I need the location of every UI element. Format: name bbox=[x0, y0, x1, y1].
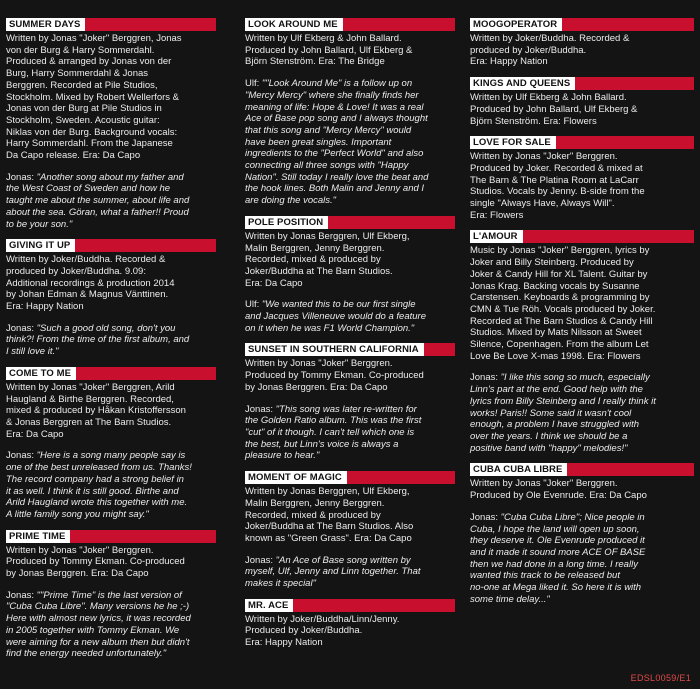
song-entry bbox=[470, 230, 694, 454]
song-title-bar bbox=[245, 18, 455, 31]
song-credits: Written by Jonas Berggren, Ulf Ekberg, Malin Berggren, Jenny Berggren. Recorded, mixed & produced by Joker/Buddha at The Barn Studios. Also known as "Green Grass". Era: Da Capo bbox=[245, 486, 414, 544]
quote-text: "This song was later re-written for the Golden Ratio album. This was the first "cut" of it though. I can't tell which one is the best, but Linn's voice is always a pleasure to hear." bbox=[245, 403, 422, 462]
song-title-tab bbox=[6, 18, 85, 31]
song-credits: Written by Joker/Buddha. Recorded & produced by Joker/Buddha. 9.09: Additional recordings & production 2014 by Johan Edman & Magnus Vänttinen. Era: Happy Nation bbox=[6, 254, 175, 313]
song-title: SUMMER DAYS bbox=[9, 19, 81, 30]
song-credits: Written by Jonas "Joker" Berggren. Produced by Ole Evenrude. Era: Da Capo bbox=[470, 478, 647, 502]
song-entry bbox=[470, 136, 694, 221]
song-title-tab bbox=[6, 367, 76, 380]
song-entry bbox=[245, 216, 455, 335]
song-title: LOVE FOR SALE bbox=[473, 137, 551, 149]
column-2 bbox=[245, 18, 455, 658]
song-quote bbox=[245, 404, 455, 463]
song-quote bbox=[470, 512, 694, 606]
quote-speaker: Jonas: bbox=[6, 450, 37, 462]
song-credits: Written by Joker/Buddha/Linn/Jenny. Produced by Joker/Buddha. Era: Happy Nation bbox=[245, 613, 400, 649]
song-title-bar bbox=[245, 599, 455, 612]
quote-text: "Cuba Cuba Libre"; Nice people in Cuba, I hope the land will open up soon, they deserve it. Ole Evenrude produced it and it made it sound more ACE OF BASE then we had done in a long time. I really wanted this track to be released but no-one at Mega liked it. So here it is with some time delay..." bbox=[470, 511, 646, 605]
song-quote bbox=[245, 555, 455, 590]
song-entry bbox=[245, 343, 455, 462]
song-entry bbox=[245, 471, 455, 590]
song-credits: Written by Jonas "Joker" Berggren, Jonas von der Burg & Harry Sommerdahl. Produced & arranged by Jonas von der Burg, Harry Sommerdahl & Jonas Berggren. Recorded at Pile Studios, Stockholm. Mixed by Robert Wellerfors & Jonas von der Burg at Pile Studios in Stockholm, Sweden. Acoustic guitar: Niklas von der Burg. Background vocals: Harry Sommerdahl. From the Japanese Da Capo release. Era: Da Capo bbox=[6, 33, 182, 162]
quote-text: ""Look Around Me" is a follow up on "Mercy Mercy" where she finally finds her meaning of life: Hope & Love! It was a real Ace of Base pop song and I always thought that this song and "Mercy Mercy" would have been great singles. Important ingredients to the "Perfect World" and also connecting all three songs with "Happy Nation". Still today I really love the beat and the hook lines. Both Malin and Jenny and I are doing the vocals." bbox=[245, 78, 429, 207]
song-credits: Written by Jonas "Joker" Berggren, Arild Haugland & Birthe Berggren. Recorded, mixed & produced by Håkan Kristoffersson & Jonas Berggren at The Barn Studios. Era: Da Capo bbox=[6, 381, 186, 440]
quote-text: "We wanted this to be our first single and Jacques Villeneuve would do a feature on it when he was F1 World Champion." bbox=[245, 299, 426, 334]
song-title: CUBA CUBA LIBRE bbox=[473, 464, 563, 476]
song-title-tab bbox=[245, 471, 347, 484]
quote-speaker: Jonas: bbox=[245, 554, 276, 566]
song-title-bar bbox=[6, 18, 216, 31]
quote-speaker: Jonas: bbox=[470, 511, 501, 523]
song-title-bar bbox=[470, 136, 694, 149]
column-1 bbox=[6, 18, 216, 669]
song-title: COME TO ME bbox=[9, 367, 72, 379]
song-quote bbox=[245, 78, 455, 207]
song-title: MR. ACE bbox=[248, 599, 289, 611]
song-quote bbox=[470, 372, 694, 454]
quote-speaker: Jonas: bbox=[6, 171, 37, 183]
quote-speaker: Ulf: bbox=[245, 78, 262, 90]
song-title: MOOGOPERATOR bbox=[473, 19, 558, 30]
quote-text: "I like this song so much, especially Linn's part at the end. Good help with the lyrics from Billy Steinberg and I really think it works! Paris!! Some said it wasn't cool enough, a problem I have struggled with over the years. I think we should be a positive band with "happy" melodies!" bbox=[470, 372, 656, 454]
quote-speaker: Jonas: bbox=[6, 589, 37, 601]
song-title: SUNSET IN SOUTHERN CALIFORNIA bbox=[248, 344, 419, 356]
song-title: LOOK AROUND ME bbox=[248, 19, 338, 30]
song-title-bar bbox=[245, 216, 455, 229]
song-title-tab bbox=[245, 18, 343, 31]
song-title-tab bbox=[245, 599, 293, 612]
song-entry bbox=[6, 239, 216, 358]
song-entry bbox=[6, 18, 216, 230]
song-title-tab bbox=[470, 463, 567, 476]
quote-text: "An Ace of Base song written by myself, Ulf, Jenny and Linn together. That makes it special" bbox=[245, 554, 421, 590]
song-entry bbox=[6, 367, 216, 521]
song-title-bar bbox=[6, 367, 216, 380]
song-credits: Written by Jonas "Joker" Berggren. Produced by Joker. Recorded & mixed at The Barn & The Platina Room at LaCarr Studios. Vocals by Jenny. B-side from the single "Always Have, Always Will". Era: Flowers bbox=[470, 151, 645, 221]
song-title-tab bbox=[470, 77, 575, 90]
song-entry bbox=[6, 530, 216, 660]
song-entry bbox=[245, 18, 455, 207]
quote-speaker: Jonas: bbox=[470, 372, 501, 384]
quote-text: ""Prime Time" is the last version of "Cuba Cuba Libre". Many versions he he ;-) Here with almost new lyrics, it was recorded in 2005 together with Tommy Ekman. We were aiming for a new album then but didn't find the energy needed unfortunately." bbox=[6, 589, 191, 660]
song-title-tab bbox=[470, 136, 556, 149]
column-3 bbox=[470, 18, 694, 614]
song-quote bbox=[6, 172, 216, 231]
song-title-bar bbox=[470, 230, 694, 243]
song-quote bbox=[6, 590, 216, 660]
song-quote bbox=[6, 450, 216, 520]
song-title-tab bbox=[470, 230, 523, 243]
song-title-bar bbox=[470, 463, 694, 476]
song-title: GIVING IT UP bbox=[9, 240, 71, 252]
song-title-tab bbox=[245, 343, 424, 356]
quote-text: "Here is a song many people say is one of the best unreleased from us. Thanks! The record company had a strong belief in it as well. I think it is still good. Birthe and Arild Haugland wrote this together with me. A little family song you might say." bbox=[6, 450, 192, 520]
song-title-tab bbox=[6, 530, 70, 543]
song-title: L'AMOUR bbox=[473, 231, 518, 243]
song-title-bar bbox=[6, 239, 216, 252]
song-title-bar bbox=[245, 343, 455, 356]
song-title-bar bbox=[470, 77, 694, 90]
song-title-tab bbox=[245, 216, 328, 229]
song-entry bbox=[470, 77, 694, 127]
song-entry bbox=[470, 18, 694, 68]
song-credits: Written by Ulf Ekberg & John Ballard. Produced by John Ballard, Ulf Ekberg & Björn Stenström. Era: Flowers bbox=[470, 92, 638, 127]
song-title: KINGS AND QUEENS bbox=[473, 78, 571, 90]
catalog-number: EDSL0059/E1 bbox=[630, 673, 691, 683]
song-credits: Written by Jonas Berggren, Ulf Ekberg, Malin Berggren, Jenny Berggren. Recorded, mixed & produced by Joker/Buddha at The Barn Studios. Era: Da Capo bbox=[245, 230, 410, 289]
quote-speaker: Jonas: bbox=[245, 403, 276, 415]
song-entry bbox=[245, 599, 455, 649]
song-title-tab bbox=[470, 18, 562, 31]
song-title: MOMENT OF MAGIC bbox=[248, 472, 342, 484]
song-title: POLE POSITION bbox=[248, 216, 324, 228]
song-entry bbox=[470, 463, 694, 605]
song-quote bbox=[245, 299, 455, 334]
song-credits: Written by Joker/Buddha. Recorded & produced by Joker/Buddha. Era: Happy Nation bbox=[470, 33, 630, 68]
quote-text: "Another song about my father and the West Coast of Sweden and how he taught me about the summer, about life and about the sea. Göran, what a father!! Proud to be your son." bbox=[6, 171, 190, 230]
quote-speaker: Ulf: bbox=[245, 299, 262, 311]
song-quote bbox=[6, 323, 216, 358]
song-credits: Written by Ulf Ekberg & John Ballard. Produced by John Ballard, Ulf Ekberg & Björn Stenström. Era: The Bridge bbox=[245, 33, 413, 68]
song-title-bar bbox=[245, 471, 455, 484]
song-title-bar bbox=[470, 18, 694, 31]
song-credits: Written by Jonas "Joker" Berggren. Produced by Tommy Ekman. Co-produced by Jonas Berggren. Era: Da Capo bbox=[6, 544, 185, 580]
song-credits: Music by Jonas "Joker" Berggren, lyrics by Joker and Billy Steinberg. Produced by Joker & Candy Hill for XL Talent. Guitar by Jonas Krag. Backing vocals by Susanne Carstensen. Keyboards & programming by CMN & Tue Röh. Vocals produced by Joker. Recorded at The Barn Studios & Candy Hill Studios. Mixed by Mats Nilsson at Sweet Silence, Copenhagen. From the album Let Love Be Love X-mas 1998. Era: Flowers bbox=[470, 245, 656, 362]
quote-text: "Such a good old song, don't you think?! From the time of the first album, and I still love it." bbox=[6, 322, 190, 358]
quote-speaker: Jonas: bbox=[6, 322, 37, 334]
song-title-tab bbox=[6, 239, 75, 252]
song-title: PRIME TIME bbox=[9, 530, 66, 542]
song-credits: Written by Jonas "Joker" Berggren. Produced by Tommy Ekman. Co-produced by Jonas Berggren. Era: Da Capo bbox=[245, 358, 424, 393]
song-title-bar bbox=[6, 530, 216, 543]
